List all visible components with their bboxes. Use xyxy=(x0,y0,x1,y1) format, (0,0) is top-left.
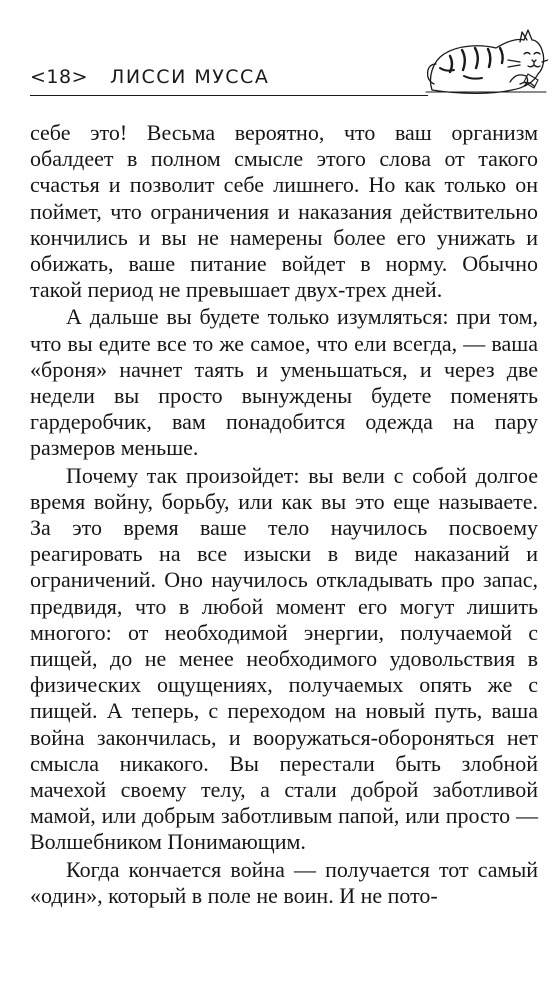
running-header xyxy=(30,66,269,88)
paragraph: Почему так произойдет: вы вели с собой долгое время войну, борьбу, или как вы это еще называете. За это время ваше тело научилось посвоему реагировать на все изыски в виде наказаний и ограничений. Оно научилось откладывать про запас, предвидя, что в любой момент его могут лишить многого: от необходимой энергии, получаемой с пищей, до не менее необходимого удовольствия в физических ощущениях, получаемых опять же с пищей. А теперь, с переходом на новый путь, ваша война закончилась, и вооружаться-обороняться нет смысла никакого. Вы перестали быть злобной мачехой своему телу, а стали доброй заботливой мамой, или добрым заботливым папой, или просто — Волшебником Понимающим. xyxy=(30,462,538,855)
body-text xyxy=(30,120,538,909)
paragraph: себе это! Весьма вероятно, что ваш организм обалдеет в полном смысле этого слова от такого счастья и позволит себе лишнего. Но как только он поймет, что ограничения и наказания действительно кончились и вы не намерены более его унижать и обижать, ваше питание войдет в норму. Обычно такой период не превышает двух-трех дней. xyxy=(30,120,538,303)
page-number: <18> xyxy=(30,66,89,88)
header-rule xyxy=(30,95,428,96)
paragraph: Когда кончается война — получается тот самый «один», который в поле не воин. И не пото- xyxy=(30,856,538,908)
cat-illustration xyxy=(424,18,548,100)
paragraph: А дальше вы будете только изумляться: при том, что вы едите все то же самое, что ели всегда, — ваша «броня» начнет таять и уменьшаться, и через две недели вы просто вынуждены будете поменять гардеробчик, вам понадобится одежда на пару размеров меньше. xyxy=(30,304,538,461)
author-name: ЛИССИ МУССА xyxy=(110,66,270,88)
